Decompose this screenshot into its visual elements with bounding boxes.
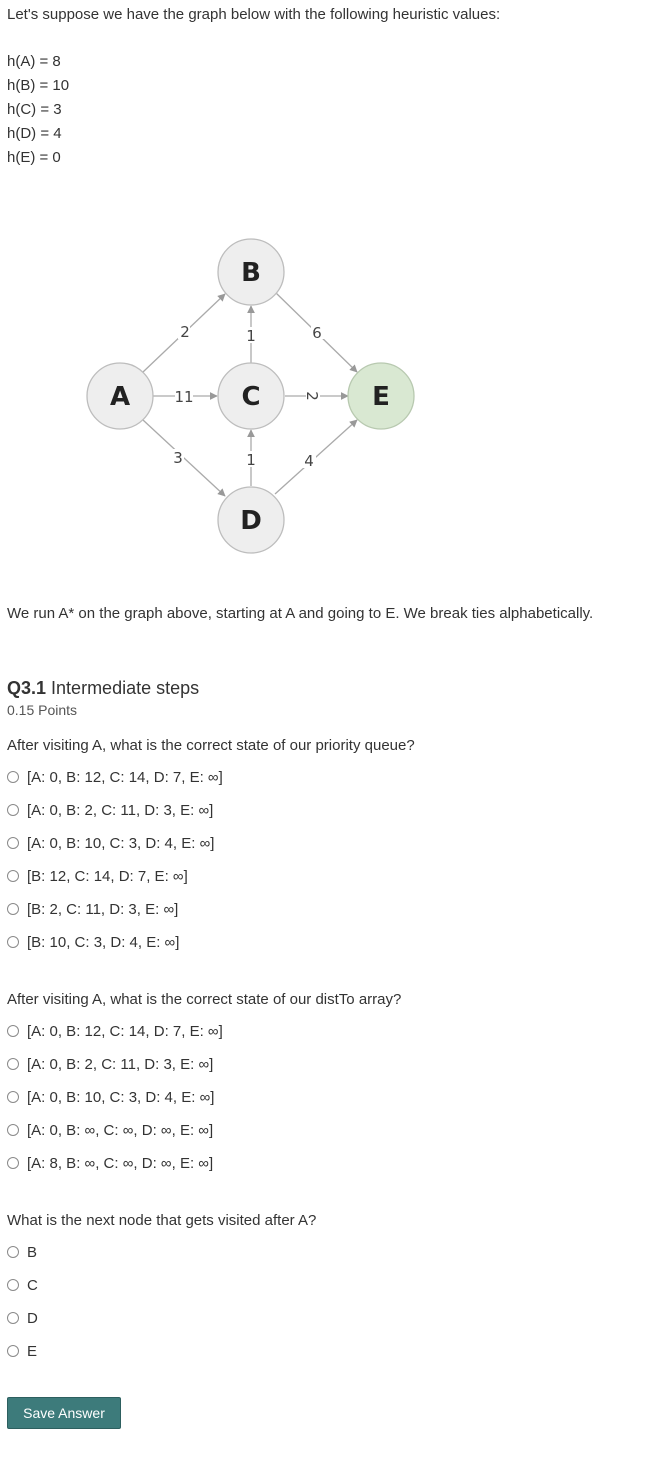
option-label: [A: 0, B: 2, C: 11, D: 3, E: ∞] <box>27 801 214 819</box>
radio-icon[interactable] <box>7 1124 19 1136</box>
radio-icon[interactable] <box>7 1025 19 1037</box>
q1-option[interactable] <box>7 865 188 887</box>
q1-prompt: After visiting A, what is the correct state of our priority queue? <box>7 737 415 754</box>
option-label: [B: 10, C: 3, D: 4, E: ∞] <box>27 933 180 951</box>
q1-option[interactable] <box>7 898 178 920</box>
question-points: 0.15 Points <box>7 702 78 718</box>
q2-prompt: After visiting A, what is the correct state of our distTo array? <box>7 991 402 1008</box>
radio-icon[interactable] <box>7 1157 19 1169</box>
heuristic-value: h(E) = 0 <box>7 149 61 166</box>
option-label: E <box>27 1342 38 1360</box>
q1-option[interactable] <box>7 832 214 854</box>
radio-icon[interactable] <box>7 870 19 882</box>
q2-option[interactable] <box>7 1086 214 1108</box>
option-label: D <box>27 1309 38 1327</box>
radio-icon[interactable] <box>7 804 19 816</box>
q3-option[interactable] <box>7 1274 38 1296</box>
option-label: [A: 0, B: 2, C: 11, D: 3, E: ∞] <box>27 1055 214 1073</box>
edge-weight-a-c: 11 <box>174 388 194 406</box>
edge-weight-d-c: 1 <box>246 451 256 469</box>
option-label: [A: 0, B: ∞, C: ∞, D: ∞, E: ∞] <box>27 1121 214 1139</box>
edge-weight-b-c: 1 <box>246 327 256 345</box>
node-label-d: D <box>240 506 262 536</box>
option-label: [B: 12, C: 14, D: 7, E: ∞] <box>27 867 188 885</box>
heuristic-value: h(A) = 8 <box>7 53 61 70</box>
radio-icon[interactable] <box>7 771 19 783</box>
radio-icon[interactable] <box>7 837 19 849</box>
question-title <box>7 676 199 700</box>
radio-icon[interactable] <box>7 903 19 915</box>
node-label-b: B <box>241 258 261 288</box>
edge-weight-a-d: 3 <box>173 449 183 467</box>
q3-prompt: What is the next node that gets visited after A? <box>7 1212 317 1229</box>
edge-weight-d-e: 4 <box>304 452 314 470</box>
run-description: We run A* on the graph above, starting at A and going to E. We break ties alphabetically. <box>7 605 594 622</box>
option-label: [A: 8, B: ∞, C: ∞, D: ∞, E: ∞] <box>27 1154 214 1172</box>
q2-option[interactable] <box>7 1152 213 1174</box>
q1-option[interactable] <box>7 931 179 953</box>
save-answer-button[interactable]: Save Answer <box>7 1397 121 1429</box>
radio-icon[interactable] <box>7 936 19 948</box>
heuristic-value: h(D) = 4 <box>7 125 62 142</box>
q1-option[interactable] <box>7 799 213 821</box>
edge-weight-a-b: 2 <box>180 323 190 341</box>
radio-icon[interactable] <box>7 1091 19 1103</box>
intro-text: Let's suppose we have the graph below with the following heuristic values: <box>7 6 501 23</box>
node-label-c: C <box>241 382 261 412</box>
radio-icon[interactable] <box>7 1345 19 1357</box>
option-label: C <box>27 1276 38 1294</box>
radio-icon[interactable] <box>7 1279 19 1291</box>
question-title-text: Intermediate steps <box>51 678 200 698</box>
q1-option[interactable] <box>7 766 223 788</box>
edge-weight-b-e: 9 <box>312 323 322 341</box>
graph-diagram <box>7 194 658 571</box>
q2-option[interactable] <box>7 1053 213 1075</box>
option-label: [A: 0, B: 10, C: 3, D: 4, E: ∞] <box>27 834 215 852</box>
option-label: [A: 0, B: 10, C: 3, D: 4, E: ∞] <box>27 1088 215 1106</box>
node-label-e: E <box>372 382 390 412</box>
option-label: [A: 0, B: 12, C: 14, D: 7, E: ∞] <box>27 768 223 786</box>
q3-option[interactable] <box>7 1307 38 1329</box>
radio-icon[interactable] <box>7 1246 19 1258</box>
q3-option[interactable] <box>7 1241 37 1263</box>
graph-figure <box>7 194 658 571</box>
radio-icon[interactable] <box>7 1058 19 1070</box>
heuristic-value: h(B) = 10 <box>7 77 70 94</box>
edge-weight-c-e: 2 <box>303 391 321 401</box>
node-label-a: A <box>109 382 131 412</box>
heuristic-value: h(C) = 3 <box>7 101 62 118</box>
option-label: [B: 2, C: 11, D: 3, E: ∞] <box>27 900 179 918</box>
radio-icon[interactable] <box>7 1312 19 1324</box>
q2-option[interactable] <box>7 1119 213 1141</box>
question-number: Q3.1 <box>7 678 47 698</box>
option-label: [A: 0, B: 12, C: 14, D: 7, E: ∞] <box>27 1022 223 1040</box>
option-label: B <box>27 1243 38 1261</box>
q3-option[interactable] <box>7 1340 37 1362</box>
heuristic-list <box>7 52 69 172</box>
q2-option[interactable] <box>7 1020 223 1042</box>
